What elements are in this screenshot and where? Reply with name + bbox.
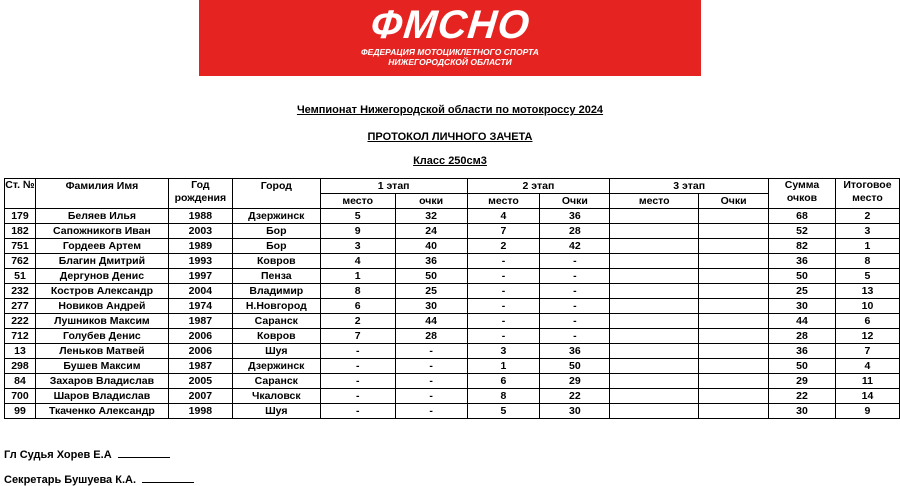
- cell-stage3-place: [610, 269, 699, 284]
- cell-year: 2006: [168, 329, 232, 344]
- cell-start-no: 182: [5, 224, 36, 239]
- cell-stage2-place: -: [467, 254, 540, 269]
- cell-stage2-place: 4: [467, 209, 540, 224]
- cell-stage2-place: -: [467, 269, 540, 284]
- table-row: [5, 344, 900, 359]
- cell-stage3-points: [699, 239, 769, 254]
- cell-sum: 30: [769, 299, 836, 314]
- cell-sum: 50: [769, 269, 836, 284]
- cell-final-place: 10: [835, 299, 899, 314]
- cell-final-place: 6: [835, 314, 899, 329]
- cell-stage1-place: 8: [320, 284, 395, 299]
- cell-city: Н.Новгород: [232, 299, 320, 314]
- cell-stage3-place: [610, 344, 699, 359]
- cell-name: Леньков Матвей: [35, 344, 168, 359]
- cell-city: Ковров: [232, 254, 320, 269]
- cell-stage2-points: 22: [540, 389, 610, 404]
- judge-signature-line: [118, 447, 170, 458]
- cell-sum: 44: [769, 314, 836, 329]
- cell-year: 1997: [168, 269, 232, 284]
- cell-sum: 68: [769, 209, 836, 224]
- cell-city: Чкаловск: [232, 389, 320, 404]
- cell-stage3-place: [610, 239, 699, 254]
- cell-stage3-place: [610, 209, 699, 224]
- cell-final-place: 12: [835, 329, 899, 344]
- class-title: Класс 250см3: [413, 155, 487, 167]
- cell-stage1-points: 50: [395, 269, 467, 284]
- cell-stage3-points: [699, 389, 769, 404]
- cell-stage1-points: -: [395, 374, 467, 389]
- cell-start-no: 13: [5, 344, 36, 359]
- header-stage3-place: место: [610, 194, 699, 209]
- cell-name: Гордеев Артем: [35, 239, 168, 254]
- cell-name: Костров Александр: [35, 284, 168, 299]
- cell-start-no: 700: [5, 389, 36, 404]
- cell-stage1-points: -: [395, 389, 467, 404]
- secretary-signature: [4, 472, 194, 486]
- table-row: [5, 254, 900, 269]
- cell-stage2-points: 36: [540, 209, 610, 224]
- cell-stage3-points: [699, 374, 769, 389]
- cell-sum: 28: [769, 329, 836, 344]
- cell-stage3-place: [610, 374, 699, 389]
- cell-stage3-points: [699, 224, 769, 239]
- cell-stage1-points: 40: [395, 239, 467, 254]
- cell-stage2-points: -: [540, 299, 610, 314]
- cell-name: Ткаченко Александр: [35, 404, 168, 419]
- table-row: [5, 299, 900, 314]
- cell-stage2-points: 29: [540, 374, 610, 389]
- cell-sum: 82: [769, 239, 836, 254]
- cell-final-place: 11: [835, 374, 899, 389]
- cell-year: 1974: [168, 299, 232, 314]
- cell-name: Дергунов Денис: [35, 269, 168, 284]
- cell-stage2-place: -: [467, 329, 540, 344]
- header-stage1-points: очки: [395, 194, 467, 209]
- cell-stage3-points: [699, 329, 769, 344]
- cell-final-place: 14: [835, 389, 899, 404]
- cell-stage2-points: 28: [540, 224, 610, 239]
- cell-stage1-points: -: [395, 344, 467, 359]
- cell-year: 1987: [168, 314, 232, 329]
- cell-sum: 30: [769, 404, 836, 419]
- cell-stage3-points: [699, 269, 769, 284]
- cell-stage2-points: -: [540, 269, 610, 284]
- cell-final-place: 7: [835, 344, 899, 359]
- cell-sum: 22: [769, 389, 836, 404]
- cell-final-place: 2: [835, 209, 899, 224]
- cell-stage3-points: [699, 284, 769, 299]
- header-year: Год рождения: [168, 179, 232, 209]
- cell-year: 2007: [168, 389, 232, 404]
- cell-name: Бушев Максим: [35, 359, 168, 374]
- cell-stage2-place: -: [467, 314, 540, 329]
- cell-final-place: 9: [835, 404, 899, 419]
- cell-year: 2004: [168, 284, 232, 299]
- cell-city: Дзержинск: [232, 209, 320, 224]
- cell-stage3-points: [699, 299, 769, 314]
- cell-stage1-place: 1: [320, 269, 395, 284]
- header-stage1-place: место: [320, 194, 395, 209]
- table-row: [5, 239, 900, 254]
- cell-start-no: 222: [5, 314, 36, 329]
- cell-stage1-points: -: [395, 404, 467, 419]
- cell-stage1-place: 7: [320, 329, 395, 344]
- cell-stage1-points: 30: [395, 299, 467, 314]
- federation-name: [361, 47, 539, 67]
- cell-year: 1987: [168, 359, 232, 374]
- cell-stage3-points: [699, 404, 769, 419]
- cell-stage1-place: -: [320, 359, 395, 374]
- header-city: Город: [232, 179, 320, 209]
- judge-label: Гл Судья Хорев Е.А: [4, 449, 112, 461]
- federation-name-line2: НИЖЕГОРОДСКОЙ ОБЛАСТИ: [388, 57, 512, 67]
- cell-start-no: 762: [5, 254, 36, 269]
- cell-stage2-points: 50: [540, 359, 610, 374]
- cell-stage3-points: [699, 359, 769, 374]
- cell-final-place: 1: [835, 239, 899, 254]
- cell-year: 1988: [168, 209, 232, 224]
- cell-city: Владимир: [232, 284, 320, 299]
- header-stage3: 3 этап: [610, 179, 769, 194]
- cell-stage2-place: 8: [467, 389, 540, 404]
- table-row: [5, 224, 900, 239]
- cell-name: Беляев Илья: [35, 209, 168, 224]
- table-row: [5, 314, 900, 329]
- fmsno-logo: ФМСНО: [368, 3, 532, 47]
- cell-city: Шуя: [232, 344, 320, 359]
- cell-stage3-place: [610, 389, 699, 404]
- cell-stage2-points: -: [540, 254, 610, 269]
- cell-stage2-points: -: [540, 314, 610, 329]
- cell-start-no: 298: [5, 359, 36, 374]
- cell-stage3-place: [610, 404, 699, 419]
- cell-stage1-place: 3: [320, 239, 395, 254]
- cell-stage2-place: 7: [467, 224, 540, 239]
- secretary-signature-line: [142, 472, 194, 483]
- cell-start-no: 712: [5, 329, 36, 344]
- cell-stage3-place: [610, 299, 699, 314]
- cell-city: Дзержинск: [232, 359, 320, 374]
- cell-final-place: 3: [835, 224, 899, 239]
- judge-signature: [4, 447, 170, 461]
- cell-stage1-points: 36: [395, 254, 467, 269]
- cell-name: Благин Дмитрий: [35, 254, 168, 269]
- cell-start-no: 84: [5, 374, 36, 389]
- cell-stage1-place: 9: [320, 224, 395, 239]
- cell-final-place: 5: [835, 269, 899, 284]
- cell-stage2-points: 36: [540, 344, 610, 359]
- cell-stage1-points: 28: [395, 329, 467, 344]
- secretary-label: Секретарь Бушуева К.А.: [4, 474, 136, 486]
- table-row: [5, 269, 900, 284]
- cell-stage2-place: -: [467, 299, 540, 314]
- cell-stage1-place: 4: [320, 254, 395, 269]
- cell-year: 2005: [168, 374, 232, 389]
- header-stage2: 2 этап: [467, 179, 610, 194]
- cell-stage3-points: [699, 209, 769, 224]
- cell-stage2-points: 42: [540, 239, 610, 254]
- cell-stage2-points: 30: [540, 404, 610, 419]
- protocol-title: ПРОТОКОЛ ЛИЧНОГО ЗАЧЕТА: [367, 131, 533, 143]
- cell-stage3-place: [610, 329, 699, 344]
- header-stage2-points: Очки: [540, 194, 610, 209]
- cell-city: Бор: [232, 224, 320, 239]
- cell-stage2-place: 5: [467, 404, 540, 419]
- championship-title: Чемпионат Нижегородской области по мотокроссу 2024: [296, 104, 604, 116]
- federation-name-line1: ФЕДЕРАЦИЯ МОТОЦИКЛЕТНОГО СПОРТА: [361, 47, 539, 57]
- cell-final-place: 13: [835, 284, 899, 299]
- cell-stage2-place: 2: [467, 239, 540, 254]
- cell-sum: 50: [769, 359, 836, 374]
- federation-banner: [199, 0, 701, 76]
- header-name: Фамилия Имя: [35, 179, 168, 209]
- cell-year: 1998: [168, 404, 232, 419]
- cell-stage1-place: -: [320, 344, 395, 359]
- cell-stage1-points: -: [395, 359, 467, 374]
- cell-sum: 29: [769, 374, 836, 389]
- results-table: [4, 178, 900, 419]
- cell-sum: 36: [769, 344, 836, 359]
- cell-year: 2006: [168, 344, 232, 359]
- table-row: [5, 389, 900, 404]
- cell-start-no: 277: [5, 299, 36, 314]
- cell-year: 1989: [168, 239, 232, 254]
- cell-name: Новиков Андрей: [35, 299, 168, 314]
- cell-city: Пенза: [232, 269, 320, 284]
- cell-stage3-place: [610, 224, 699, 239]
- cell-city: Ковров: [232, 329, 320, 344]
- cell-stage1-points: 25: [395, 284, 467, 299]
- cell-start-no: 179: [5, 209, 36, 224]
- cell-sum: 52: [769, 224, 836, 239]
- cell-city: Бор: [232, 239, 320, 254]
- cell-stage2-place: -: [467, 284, 540, 299]
- header-stage3-points: Очки: [699, 194, 769, 209]
- cell-year: 1993: [168, 254, 232, 269]
- header-start-no: Ст. №: [5, 179, 36, 209]
- table-row: [5, 284, 900, 299]
- cell-final-place: 8: [835, 254, 899, 269]
- header-stage2-place: место: [467, 194, 540, 209]
- cell-start-no: 99: [5, 404, 36, 419]
- cell-stage2-place: 3: [467, 344, 540, 359]
- cell-stage1-points: 24: [395, 224, 467, 239]
- cell-stage1-place: -: [320, 389, 395, 404]
- cell-name: Шаров Владислав: [35, 389, 168, 404]
- cell-stage2-place: 1: [467, 359, 540, 374]
- cell-stage1-place: 6: [320, 299, 395, 314]
- table-row: [5, 359, 900, 374]
- cell-stage1-place: 2: [320, 314, 395, 329]
- cell-sum: 36: [769, 254, 836, 269]
- table-row: [5, 329, 900, 344]
- cell-stage1-place: -: [320, 374, 395, 389]
- table-row: [5, 209, 900, 224]
- cell-sum: 25: [769, 284, 836, 299]
- header-final: Итоговое место: [835, 179, 899, 209]
- cell-name: Захаров Владислав: [35, 374, 168, 389]
- cell-start-no: 751: [5, 239, 36, 254]
- cell-stage3-place: [610, 254, 699, 269]
- cell-city: Саранск: [232, 314, 320, 329]
- cell-stage3-place: [610, 314, 699, 329]
- cell-stage1-place: -: [320, 404, 395, 419]
- cell-start-no: 51: [5, 269, 36, 284]
- cell-stage3-place: [610, 284, 699, 299]
- cell-stage1-place: 5: [320, 209, 395, 224]
- cell-city: Шуя: [232, 404, 320, 419]
- cell-name: Лушников Максим: [35, 314, 168, 329]
- cell-stage3-place: [610, 359, 699, 374]
- cell-start-no: 232: [5, 284, 36, 299]
- table-row: [5, 374, 900, 389]
- cell-stage3-points: [699, 314, 769, 329]
- cell-stage1-points: 32: [395, 209, 467, 224]
- cell-name: Голубев Денис: [35, 329, 168, 344]
- cell-stage1-points: 44: [395, 314, 467, 329]
- table-row: [5, 404, 900, 419]
- header-sum: Сумма очков: [769, 179, 836, 209]
- cell-stage2-points: -: [540, 329, 610, 344]
- cell-stage2-place: 6: [467, 374, 540, 389]
- cell-stage2-points: -: [540, 284, 610, 299]
- cell-year: 2003: [168, 224, 232, 239]
- cell-stage3-points: [699, 254, 769, 269]
- cell-name: Сапожникогв Иван: [35, 224, 168, 239]
- cell-city: Саранск: [232, 374, 320, 389]
- cell-final-place: 4: [835, 359, 899, 374]
- header-stage1: 1 этап: [320, 179, 467, 194]
- cell-stage3-points: [699, 344, 769, 359]
